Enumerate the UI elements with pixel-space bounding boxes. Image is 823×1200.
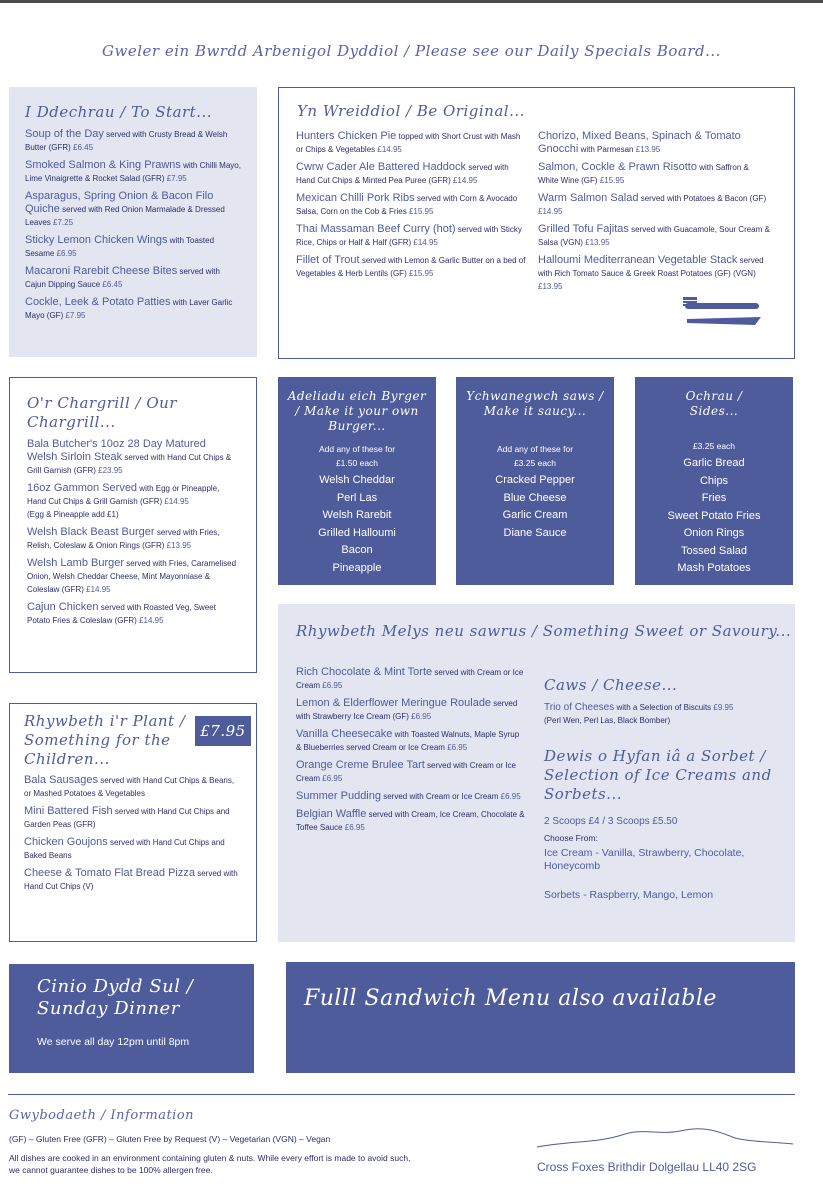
item-desc: served with Hand Cut Chips and Garden Peas	[24, 807, 230, 829]
saucy-title: Ychwanegwch saws / Make it saucy...	[466, 389, 604, 418]
original-title: Yn Wreiddiol / Be Original...	[297, 102, 525, 120]
item-tags: (GF)	[749, 194, 767, 203]
item-desc: with Toasted Walnuts, Maple Syrup & Blueberries served Cream or Ice Cream	[296, 730, 520, 752]
sweet-list	[296, 661, 526, 834]
saucy-panel	[456, 377, 614, 585]
start-list	[25, 128, 241, 322]
chargrill-title: O'r Chargrill / Our Chargrill...	[27, 394, 177, 431]
cheese-title: Caws / Cheese...	[544, 676, 678, 694]
item-name: Asparagus, Spring Onion & Bacon Filo Quiche	[25, 190, 214, 215]
item-price: £6.95	[500, 792, 521, 801]
sunday-hours: We serve all day 12pm until 8pm	[37, 1036, 190, 1048]
option-item: Fries	[701, 492, 727, 504]
item-price: £14.95	[377, 145, 402, 154]
option-item: Diane Sauce	[503, 526, 567, 539]
menu-item	[538, 161, 770, 187]
item-tags: (GFR)	[428, 176, 451, 185]
item-price: £6.95	[56, 249, 77, 258]
item-name: Warm Salmon Salad	[538, 192, 639, 204]
sweet-panel	[278, 604, 795, 942]
item-price: £23.95	[98, 466, 123, 475]
item-desc: served with Hand Cut Chips & Minted Pea Puree	[296, 163, 509, 185]
item-name: Summer Pudding	[296, 790, 381, 802]
item-desc: served with Crusty Bread & Welsh Butter	[25, 130, 228, 152]
saucy-sub2: £3.25 each	[513, 458, 557, 468]
menu-item	[24, 867, 242, 893]
menu-item	[25, 265, 241, 291]
original-left-column	[296, 125, 528, 280]
dietary-legend: (GF) – Gluten Free (GFR) – Gluten Free by Request (V) – Vegetarian (VGN) – Vegan	[9, 1134, 331, 1144]
menu-item	[538, 254, 770, 293]
sides-option-list	[643, 455, 785, 578]
burger-panel	[278, 377, 436, 585]
item-price: £7.25	[53, 218, 74, 227]
item-desc: served with Rich Tomato Sauce & Greek Roast Potatoes	[538, 256, 764, 278]
item-price: £15.95	[408, 269, 434, 278]
item-price: £6.95	[447, 743, 468, 752]
item-price: £6.95	[322, 681, 343, 690]
item-tags: (GFR)	[61, 585, 84, 594]
option-item: Mash Potatoes	[677, 562, 751, 574]
item-price: £7.95	[166, 174, 187, 183]
item-name: Hunters Chicken Pie	[296, 130, 397, 142]
menu-item	[24, 836, 242, 862]
menu-item	[25, 128, 241, 154]
option-item: Pineapple	[332, 561, 382, 574]
cheese-name: Trio of Cheeses	[544, 702, 615, 713]
item-desc: served with Cream or Ice Cream	[296, 761, 516, 783]
menu-item	[538, 192, 770, 218]
item-tags: (GF)	[392, 712, 409, 721]
item-name: Orange Creme Brulee Tart	[296, 759, 425, 771]
option-item: Sweet Potato Fries	[667, 509, 761, 522]
item-desc: served with Cream or Ice Cream	[383, 792, 499, 801]
item-desc: served with Potatoes & Bacon	[640, 194, 748, 203]
menu-item	[296, 728, 526, 754]
option-item: Welsh Rarebit	[322, 509, 392, 521]
burger-sub2: £1.50 each	[335, 458, 379, 468]
mountains-icon	[535, 1120, 795, 1150]
item-desc: served with Guacamole, Sour Cream & Salsa	[538, 225, 770, 247]
item-price: £6.45	[102, 280, 123, 289]
menu-item	[296, 808, 526, 834]
item-name: Lemon & Elderflower Meringue Roulade	[296, 697, 492, 709]
item-desc: served with Red Onion Marmalade & Dressed Leaves	[25, 205, 225, 227]
item-name: Bala Sausages	[24, 774, 98, 786]
item-price: £14.95	[86, 585, 111, 594]
menu-item	[25, 159, 241, 185]
option-item: Blue Cheese	[503, 491, 567, 504]
top-rule	[0, 0, 823, 3]
sweet-right-column	[544, 676, 784, 901]
chargrill-list	[27, 438, 239, 627]
item-tags: (GFR)	[139, 497, 163, 506]
item-price: £6.95	[344, 823, 365, 832]
item-desc: served with Cream or Ice Cream	[296, 668, 524, 690]
start-title: I Ddechrau / To Start...	[25, 103, 213, 121]
item-price: £14.95	[164, 497, 189, 506]
item-price: £14.95	[538, 207, 563, 216]
cutlery-icon	[683, 295, 763, 329]
item-price: £6.95	[322, 774, 343, 783]
burger-title: Adeliadu eich Byrger / Make it your own Burger...	[287, 389, 427, 433]
saucy-option-list	[464, 472, 606, 542]
cheese-note: (Perl Wen, Perl Las, Black Bomber)	[544, 716, 671, 725]
allergen-line-2: we cannot guarantee dishes to be 100% allergen free.	[9, 1165, 213, 1175]
item-tags: (GF)	[46, 311, 64, 320]
item-name: Welsh Lamb Burger	[27, 557, 125, 569]
menu-item	[27, 526, 239, 552]
item-tags: (GFR)	[388, 238, 412, 247]
menu-item	[24, 805, 242, 831]
item-tags: (GF)	[390, 269, 407, 278]
menu-item	[296, 130, 528, 156]
burger-option-list	[286, 472, 428, 577]
item-name: Chorizo, Mixed Beans, Spinach & Tomato Gnocchi	[538, 130, 741, 155]
item-name: Sticky Lemon Chicken Wings	[25, 234, 168, 246]
cheese-price: £9.95	[713, 703, 734, 712]
cheese-item	[544, 701, 784, 727]
burger-sub1: Add any of these for	[318, 444, 396, 454]
sides-options	[643, 439, 785, 578]
chargrill-panel	[9, 377, 257, 673]
item-name: Salmon, Cockle & Prawn Risotto	[538, 161, 697, 173]
item-desc: served with Cajun Dipping Sauce	[25, 267, 220, 289]
item-desc: served with Hand Cut Chips & Grill Garnish	[27, 453, 232, 475]
menu-item	[25, 234, 241, 260]
specials-header: Gweler ein Bwrdd Arbenigol Dyddiol / Please see our Daily Specials Board...	[102, 42, 721, 60]
item-desc: served with Cream, Ice Cream, Chocolate & Toffee Sauce	[296, 810, 525, 832]
sunday-panel	[9, 964, 254, 1073]
saucy-options	[464, 442, 606, 542]
item-desc: served with Roasted Veg, Sweet Potato Fries & Coleslaw	[27, 603, 216, 625]
menu-item	[296, 254, 528, 280]
item-tags: (GFR)	[142, 174, 165, 183]
item-name: 16oz Gammon Served	[27, 482, 138, 494]
item-price: £6.45	[73, 143, 94, 152]
option-item: Cracked Pepper	[495, 474, 575, 486]
children-list	[24, 774, 242, 893]
option-item: Perl Las	[336, 491, 378, 504]
menu-item	[296, 666, 526, 692]
option-item: Grilled Halloumi	[318, 526, 396, 539]
item-desc: with Chilli Mayo, Lime Vinaigrette & Rocket Salad	[25, 161, 241, 183]
sandwich-panel	[286, 962, 795, 1073]
item-price: £13.95	[635, 145, 661, 154]
item-note: (Egg & Pineapple add £1)	[27, 510, 119, 519]
option-item: Garlic Bread	[683, 457, 745, 469]
item-desc: served with Hand Cut Chips	[24, 869, 238, 891]
item-price: £15.95	[408, 207, 434, 216]
menu-item	[296, 697, 526, 723]
sweet-title: Rhywbeth Melys neu sawrus / Something Sweet or Savoury...	[296, 622, 792, 640]
item-price: £13.95	[166, 541, 192, 550]
item-name: Cockle, Leek & Potato Patties	[25, 296, 171, 308]
item-tags: (GFR)	[73, 466, 96, 475]
option-item: Onion Rings	[683, 527, 745, 539]
start-panel	[9, 87, 257, 357]
item-name: Grilled Tofu Fajitas	[538, 223, 629, 235]
option-item: Garlic Cream	[502, 509, 568, 521]
children-price-tag: £7.95	[195, 716, 251, 746]
menu-item	[25, 190, 241, 229]
item-tags: (V)	[82, 882, 94, 891]
item-desc: served with Fries, Caramelised Onion, Welsh Cheddar Cheese, Mint Mayonniase & Coleslaw	[27, 559, 237, 594]
item-tags: (GFR)	[48, 143, 71, 152]
footer-rule	[8, 1094, 795, 1095]
item-name: Fillet of Trout	[296, 254, 360, 266]
scoops: 2 Scoops £4 / 3 Scoops £5.50	[544, 816, 678, 827]
item-desc: with Saffron & White Wine	[538, 163, 749, 185]
menu-item	[538, 130, 770, 156]
icecream-flavours: Ice Cream - Vanilla, Strawberry, Chocolate, Honeycomb	[544, 847, 745, 872]
item-desc: with Egg or Pineapple, Hand Cut Chips & Grill Garnish	[27, 484, 220, 506]
original-panel	[278, 87, 795, 359]
info-title: Gwybodaeth / Information	[9, 1108, 195, 1123]
address: Cross Foxes Brithdir Dolgellau LL40 2SG	[537, 1160, 757, 1174]
menu-item	[27, 482, 239, 521]
item-name: Belgian Waffle	[296, 808, 367, 820]
children-title: Rhywbeth i'r Plant / Something for the Children...	[24, 712, 186, 768]
item-desc: with Laver Garlic Mayo	[25, 298, 233, 320]
option-item: Bacon	[341, 544, 373, 556]
item-desc: served with Hand Cut Chips and Baked Beans	[24, 838, 225, 860]
menu-item	[296, 192, 528, 218]
item-desc: topped with Short Crust with Mash or Chips & Vegetables	[296, 132, 521, 154]
item-desc: served with Lemon & Garlic Butter on a bed of Vegetables & Herb Lentils	[296, 256, 526, 278]
item-name: Smoked Salmon & King Prawns	[25, 159, 181, 171]
option-item: Chips	[699, 474, 729, 487]
item-name: Chicken Goujons	[24, 836, 108, 848]
item-desc: served with Strawberry Ice Cream	[296, 699, 518, 721]
item-name: Mexican Chilli Pork Ribs	[296, 192, 415, 204]
item-name: Mini Battered Fish	[24, 805, 113, 817]
item-name: Bala Butcher's 10oz 28 Day Matured Welsh Sirloin Steak	[27, 438, 206, 463]
item-tags: (GFR)	[114, 616, 137, 625]
item-price: £13.95	[538, 282, 563, 291]
item-tags: (GF)	[581, 176, 598, 185]
item-tags: (VGN)	[560, 238, 583, 247]
item-name: Soup of the Day	[25, 128, 104, 140]
item-name: Vanilla Cheesecake	[296, 728, 393, 740]
original-right-column	[538, 125, 770, 293]
menu-item	[24, 774, 242, 800]
allergen-line-1: All dishes are cooked in an environment containing gluten & nuts. While every effort is made to avoid such,	[9, 1153, 411, 1163]
menu-item	[25, 296, 241, 322]
sandwich-title: Fulll Sandwich Menu also available	[304, 986, 717, 1011]
cheese-desc: with a Selection of Biscuits	[616, 703, 712, 712]
item-name: Cajun Chicken	[27, 601, 99, 613]
item-desc: with Parmesan	[580, 145, 634, 154]
burger-options	[286, 442, 428, 577]
item-name: Halloumi Mediterranean Vegetable Stack	[538, 254, 738, 266]
item-name: Rich Chocolate & Mint Torte	[296, 666, 433, 678]
menu-item	[27, 438, 239, 477]
menu-item	[296, 759, 526, 785]
sides-sub1: £3.25 each	[692, 441, 736, 451]
menu-item	[27, 557, 239, 596]
menu-item	[296, 223, 528, 249]
item-price: £14.95	[413, 238, 438, 247]
choose-from: Choose From:	[544, 833, 598, 843]
item-desc: served with Hand Cut Chips & Beans, or Mashed Potatoes & Vegetables	[24, 776, 235, 798]
item-name: Macaroni Rarebit Cheese Bites	[25, 265, 178, 277]
item-tags: (GFR)	[142, 541, 165, 550]
option-item: Welsh Cheddar	[319, 474, 395, 486]
menu-item	[538, 223, 770, 249]
item-price: £14.95	[452, 176, 478, 185]
item-name: Thai Massaman Beef Curry (hot)	[296, 223, 456, 235]
item-desc: served with Fries, Relish, Coleslaw & Onion Rings	[27, 528, 220, 550]
option-item: Tossed Salad	[680, 544, 748, 557]
sides-title: Ochrau / Sides...	[685, 389, 743, 418]
item-price: £7.95	[65, 311, 86, 320]
item-tags: (GFR)	[73, 820, 96, 829]
sides-panel	[635, 377, 793, 585]
item-desc: served with Corn & Avocado Salsa, Corn on the Cob & Fries	[296, 194, 518, 216]
item-desc: served with Sticky Rice, Chips or Half & Half	[296, 225, 522, 247]
item-name: Cwrw Cader Ale Battered Haddock	[296, 161, 466, 173]
item-name: Cheese & Tomato Flat Bread Pizza	[24, 867, 195, 879]
menu-item	[296, 161, 528, 187]
saucy-sub1: Add any of these for	[496, 444, 574, 454]
item-desc: with Toasted Sesame	[25, 236, 215, 258]
item-price: £6.95	[411, 712, 432, 721]
sorbet-flavours: Sorbets - Raspberry, Mango, Lemon	[544, 889, 714, 901]
ice-title: Dewis o Hyfan iâ a Sorbet / Selection of Ice Creams and Sorbets...	[544, 747, 772, 803]
item-price: £14.95	[139, 616, 164, 625]
item-tags: (GF) (VGN)	[714, 269, 756, 278]
menu-item	[296, 790, 526, 803]
sunday-title: Cinio Dydd Sul / Sunday Dinner	[37, 976, 194, 1019]
menu-item	[27, 601, 239, 627]
item-price: £13.95	[585, 238, 610, 247]
item-name: Welsh Black Beast Burger	[27, 526, 155, 538]
item-price: £15.95	[599, 176, 625, 185]
